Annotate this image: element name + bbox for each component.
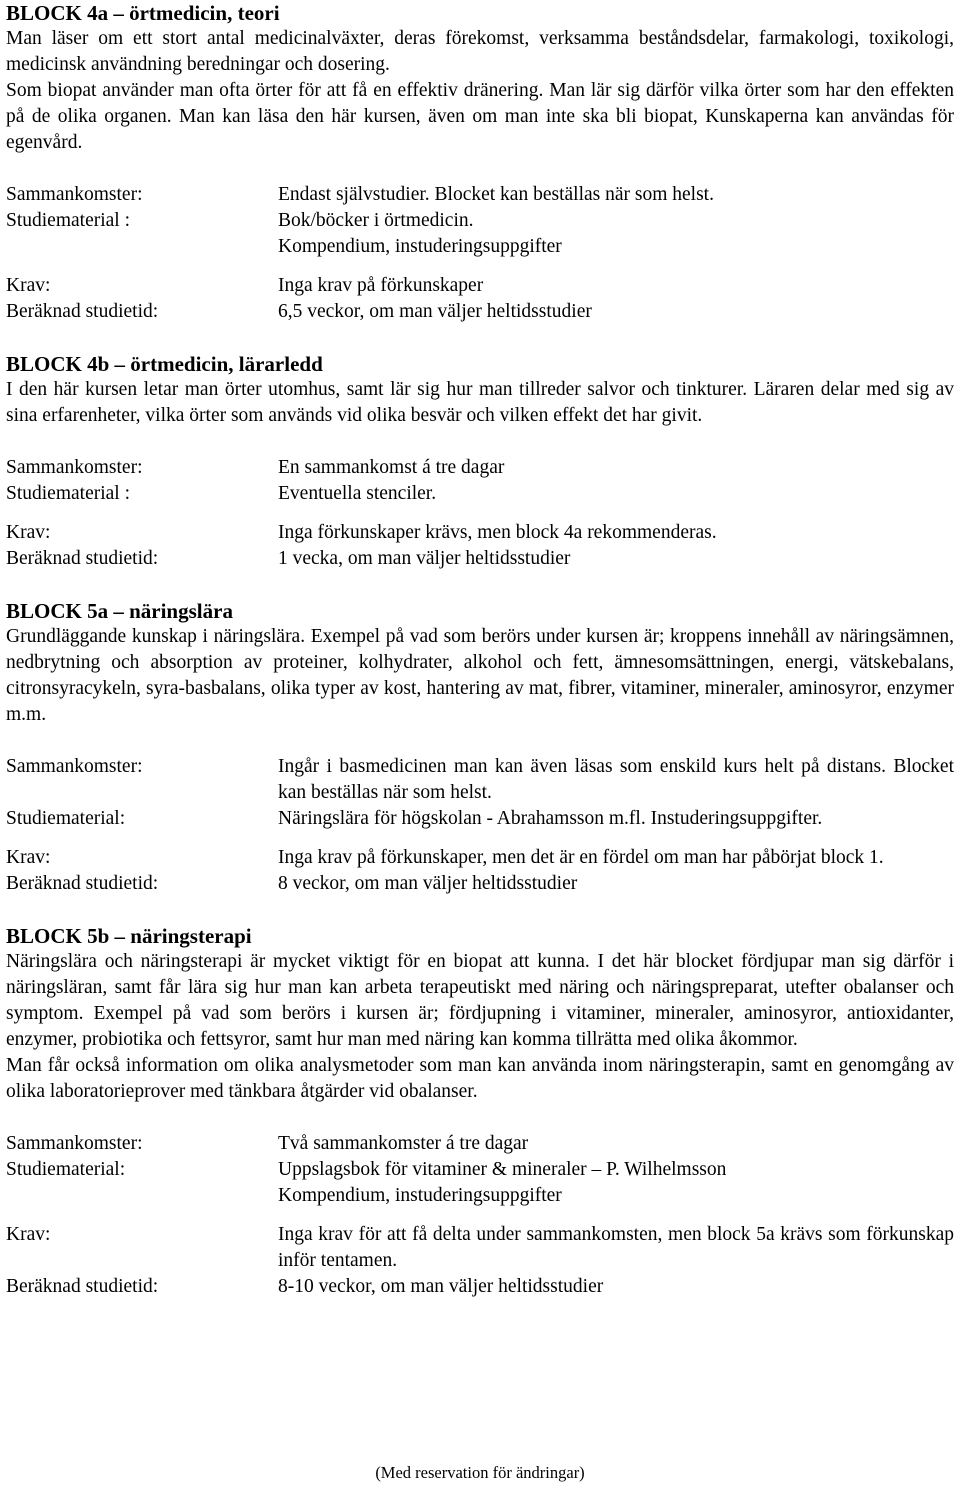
course-details [6, 754, 954, 897]
block-title: BLOCK 4a – örtmedicin, teori [6, 1, 280, 25]
krav-value: Inga krav för att få delta under sammankomsten, men block 5a krävs som förkunskap inför tentamen. [278, 1224, 954, 1271]
block-4a [6, 0, 954, 325]
description-paragraph: I den här kursen letar man örter utomhus, samt lär sig hur man tillreder salvor och tinkturer. Läraren delar med sig av sina erfarenheter, vilka örter som används vid olika besvär och vilken effekt det har givit. [6, 379, 954, 426]
studiematerial-value: Näringslära för högskolan - Abrahamsson m.fl. Instuderingsuppgifter. [278, 808, 823, 829]
sammankomster-value: Två sammankomster á tre dagar [278, 1133, 529, 1154]
block-5b [6, 923, 954, 1300]
studietid-value: 1 vecka, om man väljer heltidsstudier [278, 548, 571, 569]
krav-label: Krav: [6, 522, 51, 543]
sammankomster-value: En sammankomst á tre dagar [278, 457, 505, 478]
studietid-label: Beräknad studietid: [6, 1276, 159, 1297]
block-title: BLOCK 4b – örtmedicin, lärarledd [6, 352, 323, 376]
block-title: BLOCK 5a – näringslära [6, 599, 233, 623]
studietid-value: 8-10 veckor, om man väljer heltidsstudier [278, 1276, 604, 1297]
course-details [6, 455, 954, 572]
studiematerial-extra-value: Kompendium, instuderingsuppgifter [278, 236, 562, 257]
sammankomster-label: Sammankomster: [6, 184, 143, 205]
description-paragraph: Man läser om ett stort antal medicinalväxter, deras förekomst, verksamma beståndsdelar, farmakologi, toxikologi, medicinsk användning beredningar och dosering. [6, 28, 954, 75]
krav-label: Krav: [6, 275, 51, 296]
course-details [6, 1131, 954, 1300]
studiematerial-label: Studiematerial : [6, 210, 131, 231]
course-details [6, 182, 954, 325]
krav-label: Krav: [6, 847, 51, 868]
description-paragraph: Man får också information om olika analysmetoder som man kan använda inom näringsterapin, samt en genomgång av olika laboratorieprover med tänkbara åtgärder vid obalanser. [6, 1055, 954, 1102]
studiematerial-value: Bok/böcker i örtmedicin. [278, 210, 474, 231]
empty-label [6, 234, 278, 260]
studietid-label: Beräknad studietid: [6, 873, 159, 894]
sammankomster-label: Sammankomster: [6, 1133, 143, 1154]
studietid-value: 6,5 veckor, om man väljer heltidsstudier [278, 301, 592, 322]
spacer [6, 832, 954, 845]
krav-label: Krav: [6, 1224, 51, 1245]
block-description [6, 949, 954, 1105]
sammankomster-value: Ingår i basmedicinen man kan även läsas som enskild kurs helt på distans. Blocket kan beställas när som helst. [278, 756, 954, 803]
sammankomster-label: Sammankomster: [6, 457, 143, 478]
description-paragraph: Som biopat använder man ofta örter för att få en effektiv dränering. Man lär sig därför vilka örter som har den effekten på de olika organen. Man kan läsa den här kursen, även om man inte ska bli biopat, Kunskaperna kan användas för egenvård. [6, 80, 954, 153]
empty-label [6, 1183, 278, 1209]
studietid-label: Beräknad studietid: [6, 301, 159, 322]
block-description [6, 624, 954, 728]
block-title: BLOCK 5b – näringsterapi [6, 924, 252, 948]
studiematerial-value: Eventuella stenciler. [278, 483, 437, 504]
spacer [6, 507, 954, 520]
studiematerial-value: Uppslagsbok för vitaminer & mineraler – P. Wilhelmsson [278, 1159, 727, 1180]
studiematerial-label: Studiematerial : [6, 483, 131, 504]
footer-note: (Med reservation för ändringar) [375, 1463, 585, 1482]
krav-value: Inga förkunskaper krävs, men block 4a rekommenderas. [278, 522, 717, 543]
studiematerial-label: Studiematerial: [6, 808, 126, 829]
block-5a [6, 598, 954, 897]
studietid-label: Beräknad studietid: [6, 548, 159, 569]
block-description [6, 377, 954, 429]
krav-value: Inga krav på förkunskaper [278, 275, 484, 296]
spacer [6, 1209, 954, 1222]
sammankomster-label: Sammankomster: [6, 756, 143, 777]
description-paragraph: Grundläggande kunskap i näringslära. Exempel på vad som berörs under kursen är; kroppens innehåll av näringsämnen, nedbrytning och absorption av proteiner, kolhydrater, alkohol och fett, ämnesomsättningen, energi, vätskebalans, citronsyracykeln, syra-basbalans, olika typer av kost, hantering av mat, fibrer, vitaminer, mineraler, aminosyror, enzymer m.m. [6, 626, 954, 725]
studiematerial-label: Studiematerial: [6, 1159, 126, 1180]
sammankomster-value: Endast självstudier. Blocket kan beställas när som helst. [278, 184, 714, 205]
description-paragraph: Näringslära och näringsterapi är mycket viktigt för en biopat att kunna. I det här blocket fördjupar man sig därför i näringsläran, samt får lära sig hur man kan arbeta terapeutiskt med näring och näringspreparat, utefter obalanser och symptom. Exempel på vad som berörs i kursen är; fördjupning i vitaminer, mineraler, aminosyror, antioxidanter, enzymer, probiotika och fettsyror, samt hur man med näring kan komma tillrätta med olika åkommor. [6, 951, 954, 1050]
studietid-value: 8 veckor, om man väljer heltidsstudier [278, 873, 578, 894]
krav-value: Inga krav på förkunskaper, men det är en fördel om man har påbörjat block 1. [278, 847, 884, 868]
block-description [6, 26, 954, 156]
spacer [6, 260, 954, 273]
studiematerial-extra-value: Kompendium, instuderingsuppgifter [278, 1185, 562, 1206]
block-4b [6, 351, 954, 572]
